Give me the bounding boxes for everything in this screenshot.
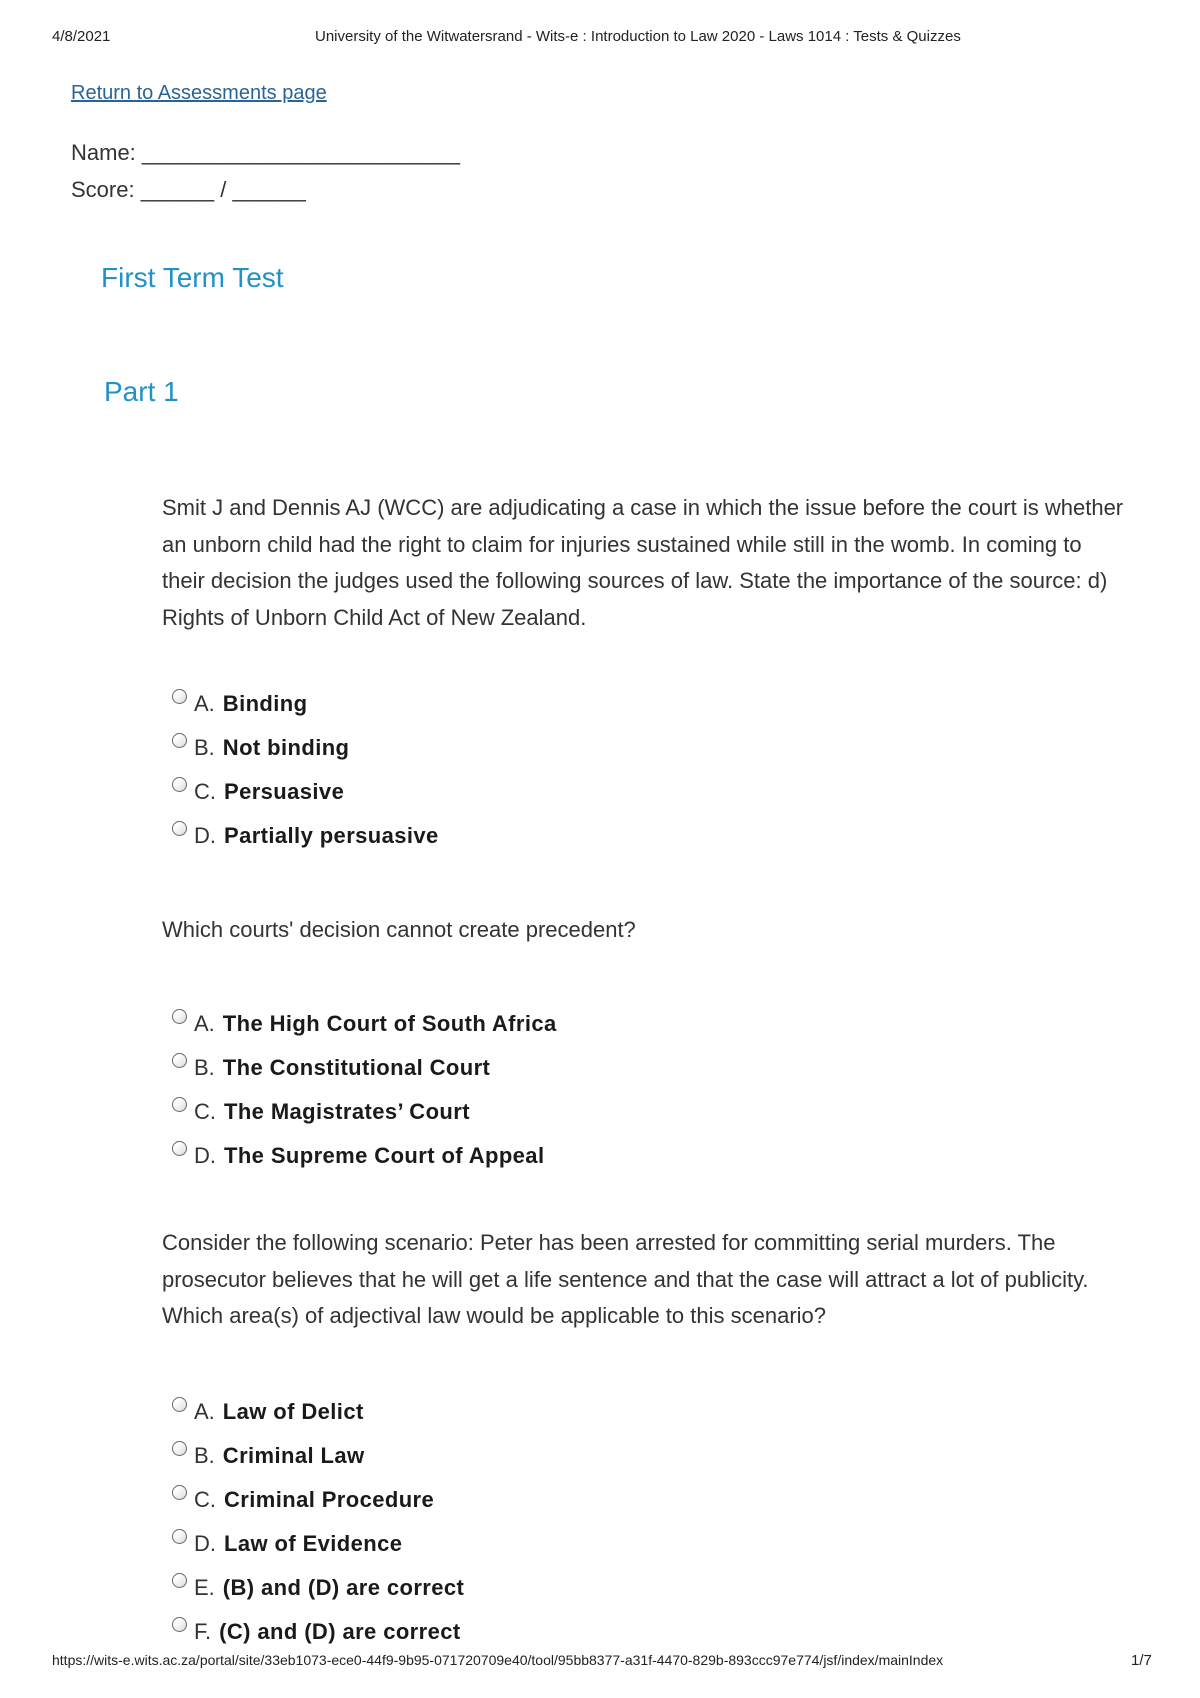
page-number: 1/7 [1131,1652,1152,1669]
radio-button-icon[interactable] [172,1141,187,1156]
question-2 [162,912,1127,1168]
print-date: 4/8/2021 [52,28,111,45]
option-letter: B. [194,1055,215,1080]
answer-option[interactable] [172,814,439,858]
answer-list [172,1390,464,1654]
page-url: https://wits-e.wits.ac.za/portal/site/33eb1073-ece0-44f9-9b95-071720709e40/tool/95bb8377-a31f-4470-829b-893ccc97e774/jsf/index/mainIndex [52,1652,944,1668]
question-text: Consider the following scenario: Peter has been arrested for committing serial murders. The prosecutor believes that he will get a life sentence and that the case will attract a lot of publicity. Which area(s) of adjectival law would be applicable to this scenario? [162,1230,1089,1328]
radio-button-icon[interactable] [172,821,187,836]
part-title: Part 1 [104,376,179,407]
name-line: Name: __________________________ [71,140,461,165]
option-text: The Magistrates’ Court [224,1099,470,1124]
answer-option[interactable] [172,1390,464,1434]
option-letter: A. [194,1011,215,1036]
option-text: The Supreme Court of Appeal [224,1143,545,1168]
option-text: The Constitutional Court [222,1055,491,1080]
radio-button-icon[interactable] [172,733,187,748]
option-text: Criminal Law [222,1443,365,1468]
question-text: Which courts' decision cannot create precedent? [162,917,636,942]
answer-option[interactable] [172,1522,464,1566]
option-letter: E. [194,1575,215,1600]
print-page-title: University of the Witwatersrand - Wits-e : Introduction to Law 2020 - Laws 1014 : Tests & Quizzes [315,28,961,45]
radio-button-icon[interactable] [172,777,187,792]
answer-option[interactable] [172,1002,557,1046]
answer-option[interactable] [172,1090,557,1134]
answer-option[interactable] [172,1134,557,1178]
radio-button-icon[interactable] [172,1053,187,1068]
answer-option[interactable] [172,1610,464,1654]
radio-button-icon[interactable] [172,1573,187,1588]
return-to-assessments-link[interactable]: Return to Assessments page [71,82,327,104]
answer-option[interactable] [172,726,439,770]
option-text: Partially persuasive [224,823,439,848]
option-text: Binding [222,691,308,716]
option-letter: A. [194,1399,215,1424]
answer-option[interactable] [172,1566,464,1610]
option-text: The High Court of South Africa [222,1011,557,1036]
radio-button-icon[interactable] [172,1397,187,1412]
answer-list [172,682,439,858]
option-text: Law of Delict [222,1399,364,1424]
radio-button-icon[interactable] [172,1617,187,1632]
radio-button-icon[interactable] [172,1441,187,1456]
option-text: Not binding [222,735,350,760]
option-letter: C. [194,1487,216,1512]
radio-button-icon[interactable] [172,1009,187,1024]
answer-option[interactable] [172,1478,464,1522]
answer-option[interactable] [172,1434,464,1478]
test-title: First Term Test [101,262,284,293]
option-letter: B. [194,1443,215,1468]
question-3 [162,1225,1127,1644]
question-1 [162,490,1127,848]
answer-option[interactable] [172,770,439,814]
option-letter: F. [194,1619,212,1644]
score-line: Score: ______ / ______ [71,177,306,202]
option-text: Law of Evidence [224,1531,403,1556]
answer-option[interactable] [172,682,439,726]
option-text: (C) and (D) are correct [219,1619,461,1644]
answer-list [172,1002,557,1178]
radio-button-icon[interactable] [172,689,187,704]
option-text: Criminal Procedure [224,1487,435,1512]
radio-button-icon[interactable] [172,1529,187,1544]
option-letter: D. [194,823,216,848]
option-text: Persuasive [224,779,345,804]
question-text: Smit J and Dennis AJ (WCC) are adjudicating a case in which the issue before the court is whether an unborn child had the right to claim for injuries sustained while still in the womb. In coming to their decision the judges used the following sources of law. State the importance of the source: d) Rights of Unborn Child Act of New Zealand. [162,495,1124,630]
answer-option[interactable] [172,1046,557,1090]
option-letter: A. [194,691,215,716]
radio-button-icon[interactable] [172,1097,187,1112]
option-text: (B) and (D) are correct [222,1575,465,1600]
option-letter: C. [194,1099,216,1124]
option-letter: D. [194,1143,216,1168]
option-letter: B. [194,735,215,760]
radio-button-icon[interactable] [172,1485,187,1500]
option-letter: D. [194,1531,216,1556]
option-letter: C. [194,779,216,804]
